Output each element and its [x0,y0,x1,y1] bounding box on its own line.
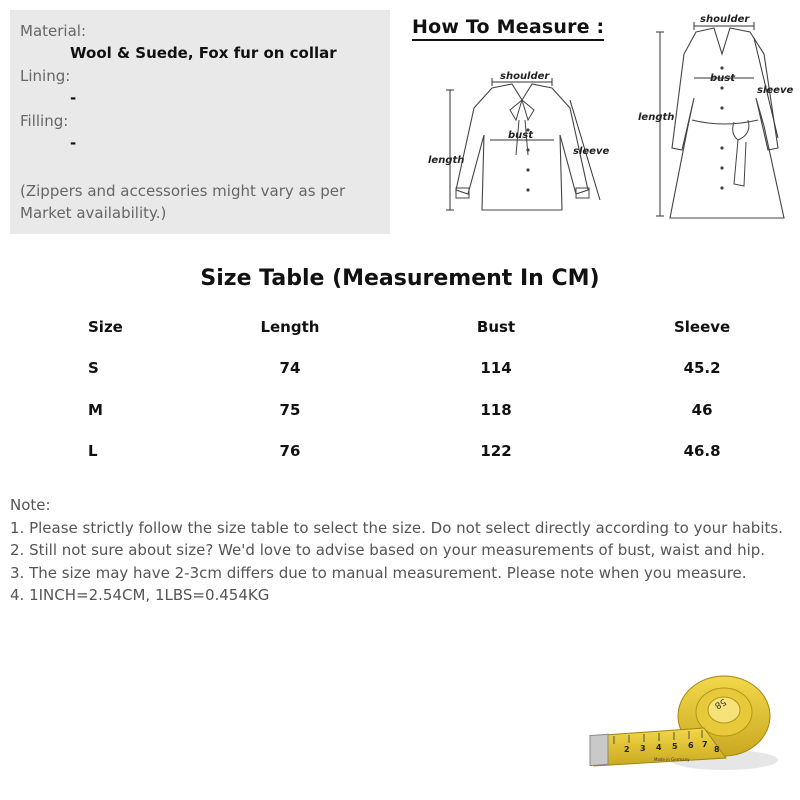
tape-number: 5 [672,742,678,751]
coat-bust-label: bust [710,73,736,84]
shirt-measure-diagram [420,60,620,225]
tape-number: 4 [656,743,662,752]
material-label: Material: [20,22,86,40]
shirt-bust-label: bust [508,130,534,141]
shirt-shoulder-label: shoulder [500,71,550,82]
notes-section [10,494,783,607]
accessories-note: (Zippers and accessories might vary as per Market availability.) [20,182,346,222]
material-value: Wool & Suede, Fox fur on collar [70,44,337,62]
tape-number: 2 [624,745,630,754]
lining-value: - [70,89,77,107]
header-length: Length [260,317,320,336]
coat-length-label: length [638,112,675,123]
cell-sleeve: 45.2 [683,359,721,378]
coat-shoulder-label: shoulder [700,14,750,25]
cell-bust: 114 [480,359,512,378]
cell-size: M [88,400,103,419]
cell-length: 76 [279,442,301,461]
table-row [8,389,778,431]
coat-sleeve-label: sleeve [757,85,794,96]
how-to-measure-title: How To Measure : [412,16,604,41]
note-item: 1. Please strictly follow the size table to select the size. Do not select directly according to your habits. [10,518,783,537]
tape-number: 3 [640,744,646,753]
cell-sleeve: 46.8 [683,442,721,461]
tape-number: 6 [688,741,694,750]
tape-number: 7 [702,740,708,749]
cell-length: 74 [279,359,301,378]
size-table [8,306,778,472]
lining-label: Lining: [20,67,71,85]
note-item: 4. 1INCH=2.54CM, 1LBS=0.454KG [10,586,270,605]
shirt-sleeve-label: sleeve [573,146,610,157]
header-bust: Bust [476,317,516,336]
coat-measure-diagram [634,8,800,223]
header-size: Size [88,317,123,336]
cell-bust: 122 [480,442,512,461]
cell-size: L [88,442,98,461]
tape-number: 8 [714,745,720,754]
note-item: 3. The size may have 2-3cm differs due to manual measurement. Please note when you measure. [10,563,747,582]
note-item: 2. Still not sure about size? We'd love to advise based on your measurements of bust, waist and hip. [10,541,766,560]
size-table-title: Size Table (Measurement In CM) [200,266,600,291]
tape-imprint: Made in Germany [654,757,690,762]
tape-number-58: 58 [712,695,728,711]
cell-bust: 118 [480,400,512,419]
filling-label: Filling: [20,112,69,130]
table-row [8,431,778,473]
table-row [8,348,778,390]
cell-sleeve: 46 [691,400,713,419]
filling-value: - [70,134,77,152]
header-sleeve: Sleeve [673,317,731,336]
material-info-panel [10,10,390,234]
shirt-length-label: length [428,155,465,166]
cell-size: S [88,359,99,378]
tape-measure-image [584,664,784,788]
size-table-header-row [8,306,778,348]
notes-heading: Note: [10,496,51,514]
cell-length: 75 [279,400,301,419]
